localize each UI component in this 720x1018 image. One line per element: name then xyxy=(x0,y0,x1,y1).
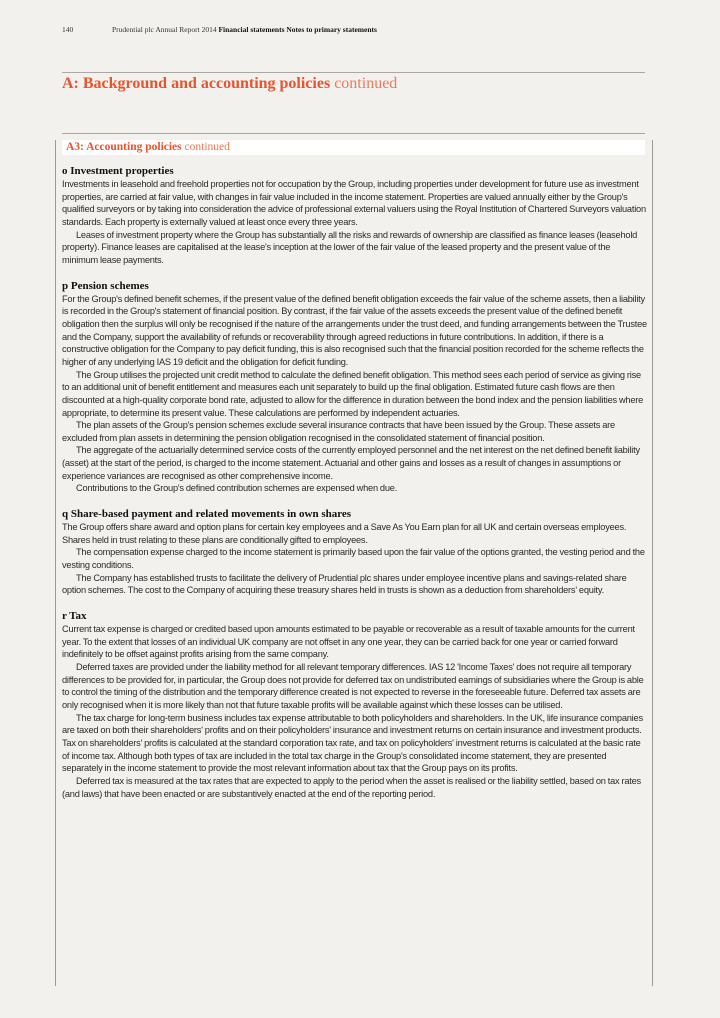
column-border-right xyxy=(652,140,653,986)
paragraph: Deferred tax is measured at the tax rates that are expected to apply to the period when the asset is realised or the liability settled, based on tax rates (and laws) that have been enacted or are substantively enacted at the end of the reporting period. xyxy=(62,775,641,799)
section-heading: o Investment properties xyxy=(62,165,174,177)
body-text xyxy=(62,164,647,812)
page-title: A: Background and accounting policies continued xyxy=(62,75,398,92)
paragraph: Contributions to the Group's defined contribution schemes are expensed when due. xyxy=(76,483,398,494)
paragraph: The Group offers share award and option plans for certain key employees and a Save As You Earn plan for all UK and certain overseas employees. Shares held in trust relating to these plans are conditionally gifted to employees. xyxy=(62,522,627,545)
section-breadcrumb: Financial statements Notes to primary statements xyxy=(218,25,377,34)
section-share-based-payment xyxy=(62,507,647,597)
divider xyxy=(62,133,645,134)
paragraph: The compensation expense charged to the income statement is primarily based upon the fair value of the options granted, the vesting period and the vesting conditions. xyxy=(62,547,645,571)
paragraph: The Company has established trusts to facilitate the delivery of Prudential plc shares under employee incentive plans and savings-related share option schemes. The cost to the Company of acquiring these treasury shares held in trusts is shown as a deduction from shareholders' equity. xyxy=(62,572,627,596)
divider xyxy=(62,72,645,73)
section-heading: p Pension schemes xyxy=(62,279,149,292)
section-heading: r Tax xyxy=(62,610,87,623)
section-pension-schemes xyxy=(62,279,647,496)
section-investment-properties xyxy=(62,164,647,267)
subsection-header: A3: Accounting policies continued xyxy=(62,140,645,155)
section-heading: q Share-based payment and related movements in own shares xyxy=(62,508,352,521)
paragraph: Leases of investment property where the Group has substantially all the risks and rewards of ownership are classified as finance leases (leasehold property). Finance leases are capitalised at the lease's inception at the lower of the fair value of the leased property and the present value of the minimum lease payments. xyxy=(62,229,638,265)
paragraph: The tax charge for long-term business includes tax expense attributable to both policyholders and shareholders. In the UK, life insurance companies are taxed on both their shareholders' profits and on their policyholders' insurance and investment returns on certain insurance and investment products. Tax on shareholders' profits is calculated at the standard corporation tax rate, and tax on policyholders' investment returns is calculated at the basic rate of income tax. Although both types of tax are included in the total tax charge in the Group's consolidated income statement, they are presented separately in the income statement to provide the most relevant information about tax that the Group pays on its profits. xyxy=(62,712,643,774)
publication-name: Prudential plc Annual Report 2014 xyxy=(112,25,217,34)
paragraph: Investments in leasehold and freehold properties not for occupation by the Group, including properties under development for future use as investment properties, are carried at fair value, with changes in fair value included in the income statement. Properties are valued annually either by the Group's qualified surveyors or by taking into consideration the advice of professional external valuers using the Royal Institution of Chartered Surveyors valuation standards. Each property is externally valued at least once every three years. xyxy=(62,179,646,227)
page-number: 140 xyxy=(62,25,74,34)
paragraph: For the Group's defined benefit schemes, if the present value of the defined benefit obligation exceeds the fair value of the scheme assets, then a liability is recorded in the Group's statement of financial position. By contrast, if the fair value of the assets exceeds the present value of the defined benefit obligation then the surplus will only be recognised if the nature of the arrangements under the trust deed, and funding arrangements between the Trustee and the Company, support the availability of refunds or recoverability through agreed reductions in future contributions. In addition, if there is a constructive obligation for the Company to pay deficit funding, this is also recognised such that the financial position recorded for the scheme reflects the higher of any underlying IAS 19 deficit and the obligation for deficit funding. xyxy=(62,293,647,367)
running-header xyxy=(62,25,377,35)
paragraph: Deferred taxes are provided under the liability method for all relevant temporary differences. IAS 12 'Income Taxes' does not require all temporary differences to be provided for, in particular, the Group does not provide for deferred tax on undistributed earnings of subsidiaries where the Group is able to control the timing of the distribution and the temporary difference created is not expected to reverse in the foreseeable future. Deferred tax assets are only recognised when it is more likely than not that future taxable profits will be available against which these losses can be utilised. xyxy=(62,662,644,710)
paragraph: The aggregate of the actuarially determined service costs of the currently employed personnel and the net interest on the net defined benefit liability (asset) at the start of the period, is charged to the income statement. Actuarial and other gains and losses as a result of changes in assumptions or experience variances are recognised as other comprehensive income. xyxy=(62,445,640,481)
column-border-left xyxy=(55,140,56,986)
paragraph: Current tax expense is charged or credited based upon amounts estimated to be payable or recoverable as a result of taxable amounts for the current year. To the extent that losses of an individual UK company are not offset in any one year, they can be carried back for one year or carried forward indefinitely to be offset against profits arising from the same company. xyxy=(62,624,635,660)
paragraph: The plan assets of the Group's pension schemes exclude several insurance contracts that have been issued by the Group. These assets are excluded from plan assets in determining the pension obligation recognised in the consolidated statement of financial position. xyxy=(62,420,615,443)
section-tax xyxy=(62,609,647,800)
paragraph: The Group utilises the projected unit credit method to calculate the defined benefit obligation. This method sees each period of service as giving rise to an additional unit of benefit entitlement and measures each unit separately to build up the final obligation. Estimated future cash flows are then discounted at a high-quality corporate bond rate, adjusted to allow for the difference in duration between the bond index and the pension liabilities where appropriate, to determine its present value. These calculations are performed by independent actuaries. xyxy=(62,369,644,418)
